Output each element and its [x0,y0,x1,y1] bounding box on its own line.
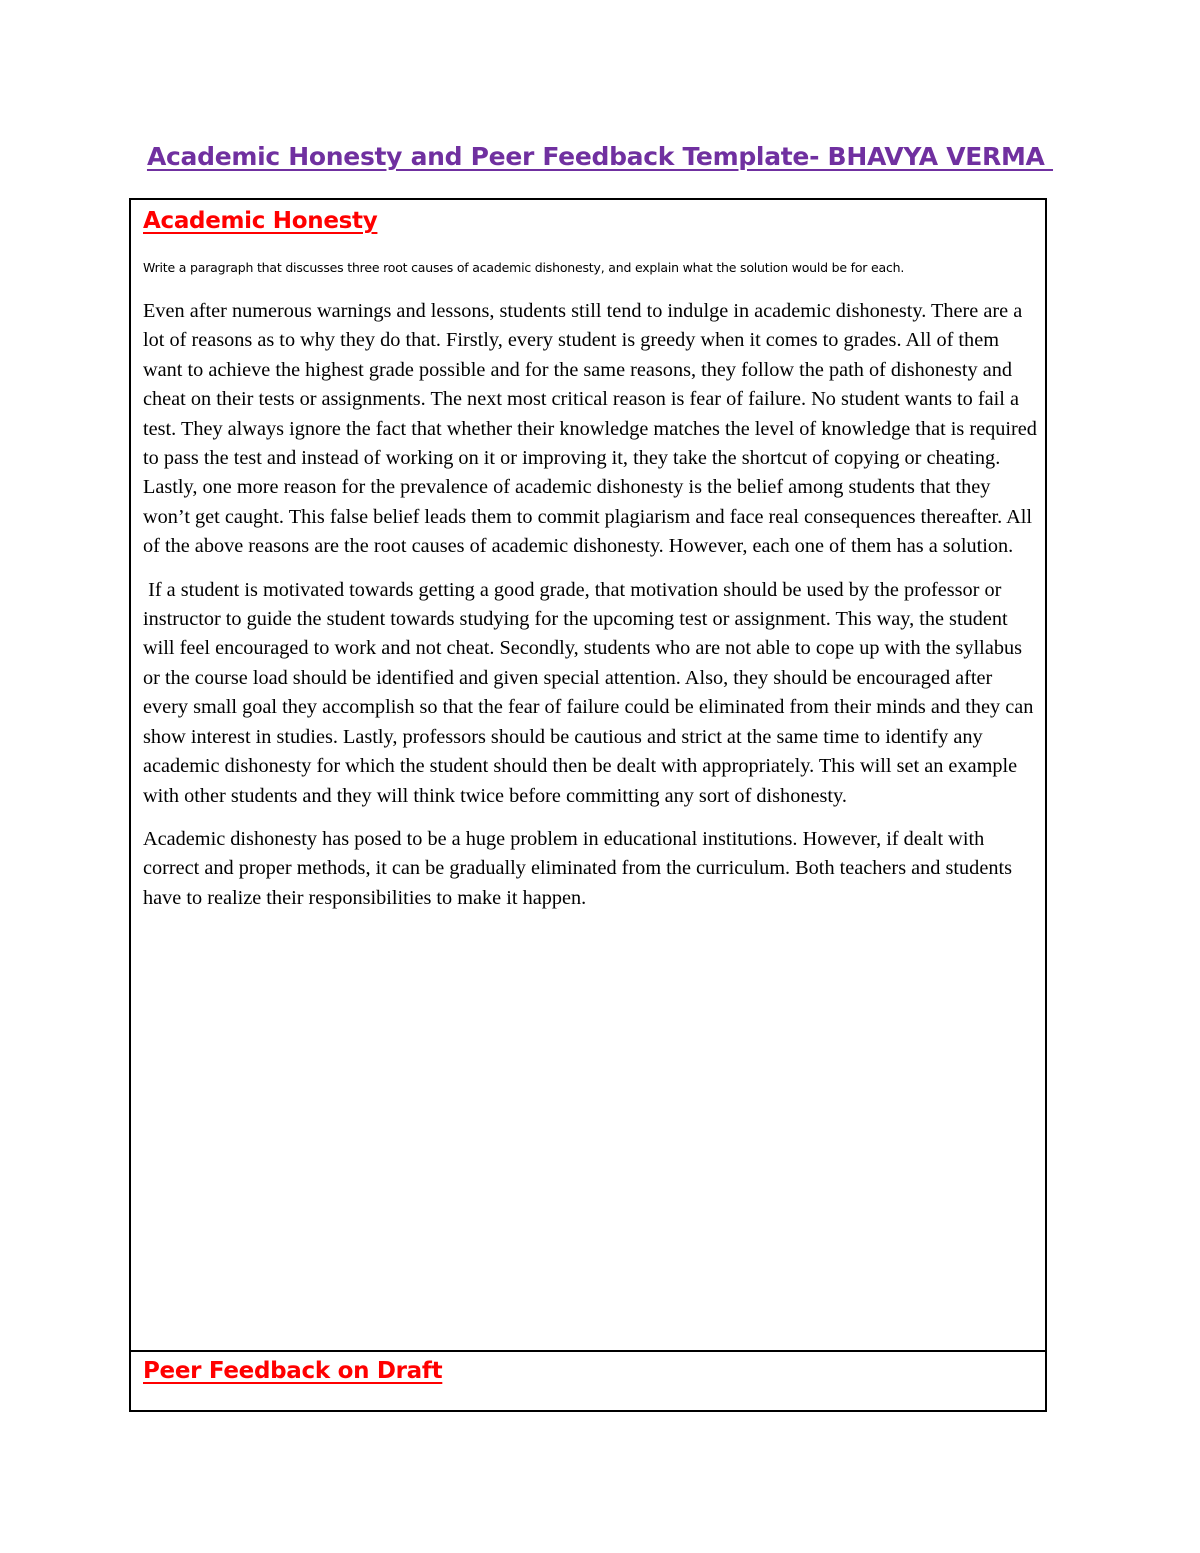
assignment-prompt: Write a paragraph that discusses three root causes of academic dishonesty, and explain what the solution would be for each. [143,260,905,275]
essay-paragraph-2: If a student is motivated towards getting a good grade, that motivation should be used by the professor or instructor to guide the student towards studying for the upcoming test or assignment. This way, the student will feel encouraged to work and not cheat. Secondly, students who are not able to cope up with the syllabus or the course load should be identified and given special attention. Also, they should be encouraged after every small goal they accomplish so that the fear of failure could be eliminated from their minds and they can show interest in studies. Lastly, professors should be cautious and strict at the same time to identify any academic dishonesty for which the student should then be dealt with appropriately. This will set an example with other students and they will think twice before committing any sort of dishonesty. [143,578,1039,807]
peer-feedback-section [131,1352,1045,1410]
academic-honesty-heading: Academic Honesty [143,208,378,234]
template-table [129,198,1047,1412]
essay-body [143,297,1038,927]
essay-paragraph-3: Academic dishonesty has posed to be a huge problem in educational institutions. However, if dealt with correct and proper methods, it can be gradually eliminated from the curriculum. Both teachers and students have to realize their responsibilities to make it happen. [143,827,1012,909]
page-title: Academic Honesty and Peer Feedback Template- BHAVYA VERMA [146,142,1054,171]
peer-feedback-heading: Peer Feedback on Draft [143,1358,443,1384]
essay-paragraph-1: Even after numerous warnings and lessons, students still tend to indulge in academic dishonesty. There are a lot of reasons as to why they do that. Firstly, every student is greedy when it comes to grades. All of them want to achieve the highest grade possible and for the same reasons, they follow the path of dishonesty and cheat on their tests or assignments. The next most critical reason is fear of failure. No student wants to fail a test. They always ignore the fact that whether their knowledge matches the level of knowledge that is required to pass the test and instead of working on it or improving it, they take the shortcut of copying or cheating. Lastly, one more reason for the prevalence of academic dishonesty is the belief among students that they won’t get caught. This false belief leads them to commit plagiarism and face real consequences thereafter. All of the above reasons are the root causes of academic dishonesty. However, each one of them has a solution. [143,300,1037,558]
academic-honesty-section [131,200,1045,1352]
